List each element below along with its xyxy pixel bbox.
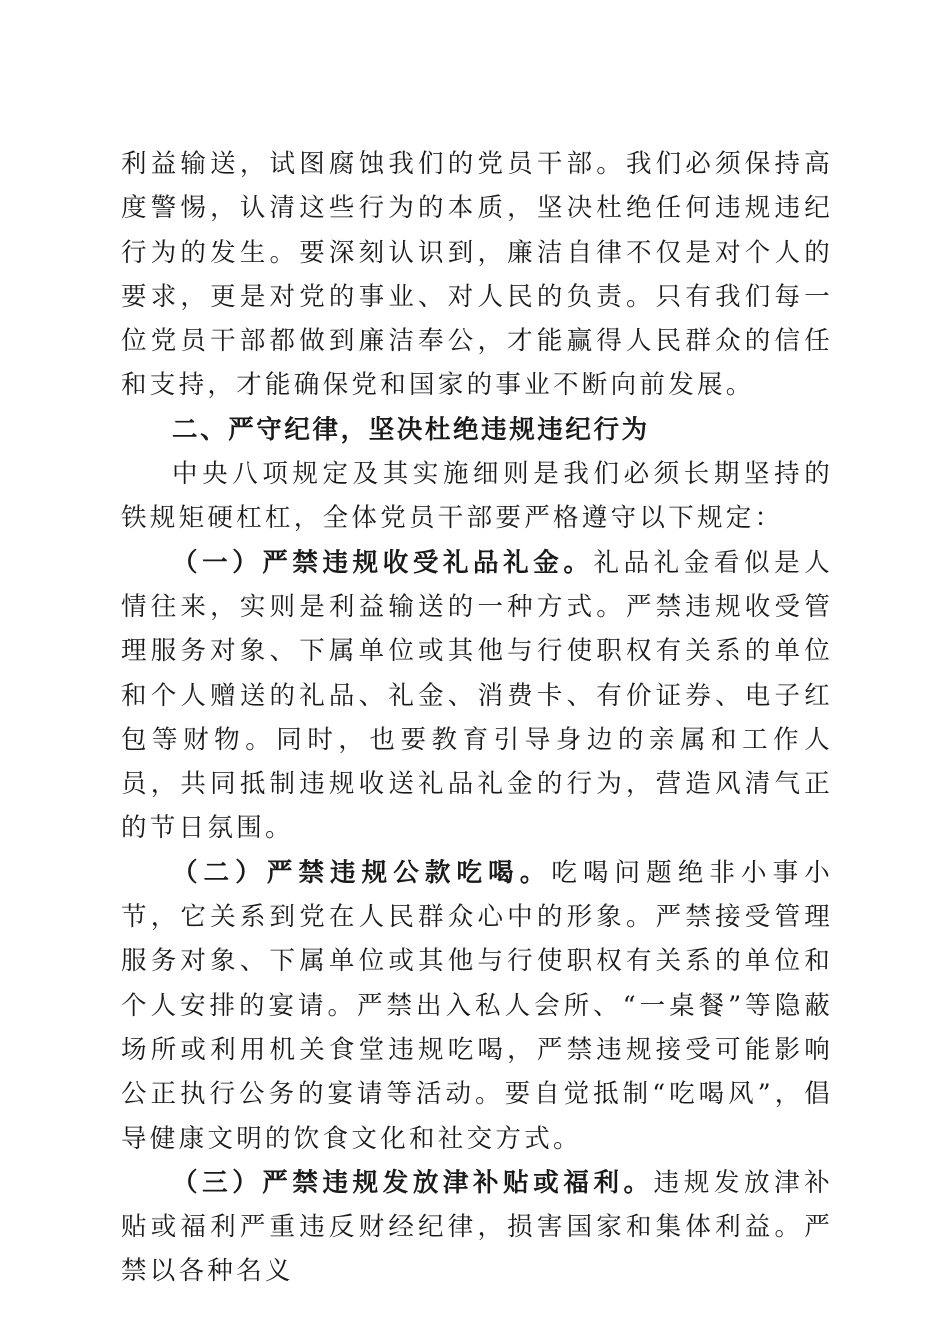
section-heading-2: 二、严守纪律，坚决杜绝违规违纪行为: [172, 414, 650, 445]
item-dining-lead: （二）严禁违规公款吃喝。: [172, 857, 552, 888]
paragraph-regulations-intro: 中央八项规定及其实施细则是我们必须长期坚持的铁规矩硬杠杠，全体党员干部要严格遵守以下规定：: [121, 459, 833, 534]
item-gifts-body: 礼品礼金看似是人情往来，实则是利益输送的一种方式。严禁违规收受管理服务对象、下属单位或其他与行使职权有关系的单位和个人赠送的礼品、礼金、消费卡、有价证券、电子红包等财物。同时，也要教育引导身边的亲属和工作人员，共同抵制违规收送礼品礼金的行为，营造风清气正的节日氛围。: [121, 547, 833, 844]
item-gifts-lead: （一）严禁违规收受礼品礼金。: [172, 547, 594, 578]
item-dining-body: 吃喝问题绝非小事小节，它关系到党在人民群众心中的形象。严禁接受管理服务对象、下属单位或其他与行使职权有关系的单位和个人安排的宴请。严禁出入私人会所、“一桌餐”等隐蔽场所或利用机关食堂违规吃喝，严禁违规接受可能影响公正执行公务的宴请等活动。要自觉抵制“吃喝风”，倡导健康文明的饮食文化和社交方式。: [121, 857, 834, 1154]
item-allowances-body: 违规发放津补贴或福利严重违反财经纪律，损害国家和集体利益。严禁以各种名义: [121, 1167, 833, 1287]
document-page: [121, 142, 833, 1294]
item-allowances-lead: （三）严禁违规发放津补贴或福利。: [172, 1167, 654, 1198]
item-dining: [121, 851, 833, 1161]
paragraph-intro-continuation: 利益输送，试图腐蚀我们的党员干部。我们必须保持高度警惕，认清这些行为的本质，坚决杜绝任何违规违纪行为的发生。要深刻认识到，廉洁自律不仅是对个人的要求，更是对党的事业、对人民的负责。只有我们每一位党员干部都做到廉洁奉公，才能赢得人民群众的信任和支持，才能确保党和国家的事业不断向前发展。: [121, 149, 833, 401]
item-allowances: [121, 1161, 833, 1294]
item-gifts: [121, 541, 833, 851]
